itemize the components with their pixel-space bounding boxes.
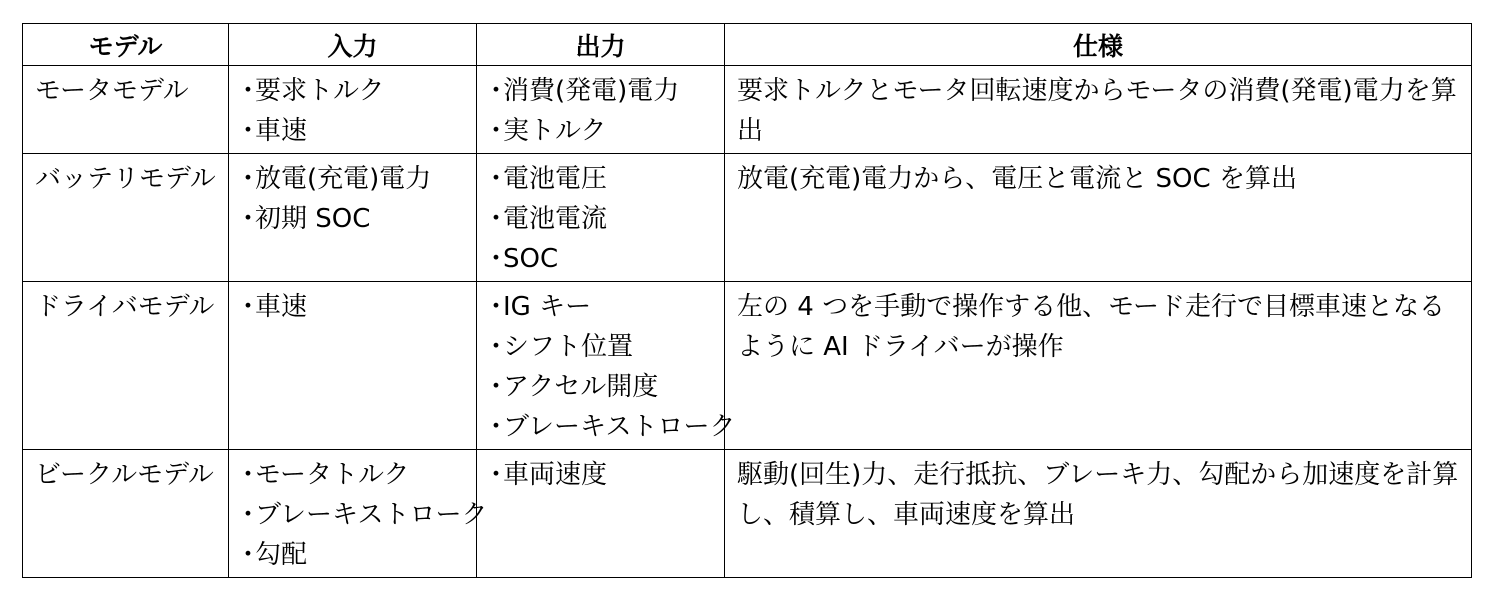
output-item: ･SOC (489, 244, 559, 274)
input-item: ･要求トルク (241, 76, 385, 106)
input-item: ･車速 (241, 292, 308, 322)
output-cell (477, 450, 725, 578)
output-item: ･実トルク (489, 116, 607, 146)
spec-cell (725, 282, 1472, 450)
output-item: ･アクセル開度 (489, 372, 659, 402)
header-model: モデル (23, 24, 229, 66)
table-row (23, 154, 1472, 282)
table-row (23, 66, 1472, 154)
spec-cell (725, 450, 1472, 578)
header-row (23, 24, 1472, 66)
input-cell (229, 66, 477, 154)
model-cell (23, 450, 229, 578)
model-name: モータモデル (35, 76, 189, 106)
input-item: ･車速 (241, 116, 308, 146)
model-name: バッテリモデル (35, 164, 216, 194)
output-item: ･ブレーキストローク (489, 412, 736, 442)
model-name: ドライバモデル (35, 292, 215, 322)
table-row (23, 282, 1472, 450)
spec-cell (725, 66, 1472, 154)
model-cell (23, 282, 229, 450)
input-cell (229, 450, 488, 578)
output-cell (477, 154, 725, 282)
model-cell (23, 66, 229, 154)
output-cell (477, 282, 736, 450)
model-spec-table (22, 23, 1472, 578)
spec-cell (725, 154, 1472, 282)
model-name: ビークルモデル (35, 460, 214, 490)
input-item: ･ブレーキストローク (241, 500, 488, 530)
input-cell (229, 282, 477, 450)
spec-text: 左の 4 つを手動で操作する他、モード走行で目標車速となるように AI ドライバーが操作 (737, 292, 1446, 362)
input-item: ･初期 SOC (241, 204, 371, 234)
output-item: ･電池電流 (489, 204, 608, 234)
input-item: ･勾配 (241, 540, 308, 570)
input-item: ･モータトルク (241, 460, 410, 490)
spec-text: 要求トルクとモータ回転速度からモータの消費(発電)電力を算出 (737, 76, 1457, 146)
output-cell (477, 66, 725, 154)
input-cell (229, 154, 477, 282)
model-cell (23, 154, 229, 282)
header-input: 入力 (229, 24, 477, 66)
header-output: 出力 (477, 24, 725, 66)
spec-text: 駆動(回生)力、走行抵抗、ブレーキ力、勾配から加速度を計算し、積算し、車両速度を算出 (737, 460, 1459, 530)
output-item: ･電池電圧 (489, 164, 608, 194)
header-spec: 仕様 (725, 24, 1472, 66)
output-item: ･IG キー (489, 292, 592, 322)
output-item: ･シフト位置 (489, 332, 634, 362)
table-row (23, 450, 1472, 578)
output-item: ･車両速度 (489, 460, 608, 490)
output-item: ･消費(発電)電力 (489, 76, 680, 106)
input-item: ･放電(充電)電力 (241, 164, 432, 194)
spec-text: 放電(充電)電力から、電圧と電流と SOC を算出 (737, 164, 1297, 194)
